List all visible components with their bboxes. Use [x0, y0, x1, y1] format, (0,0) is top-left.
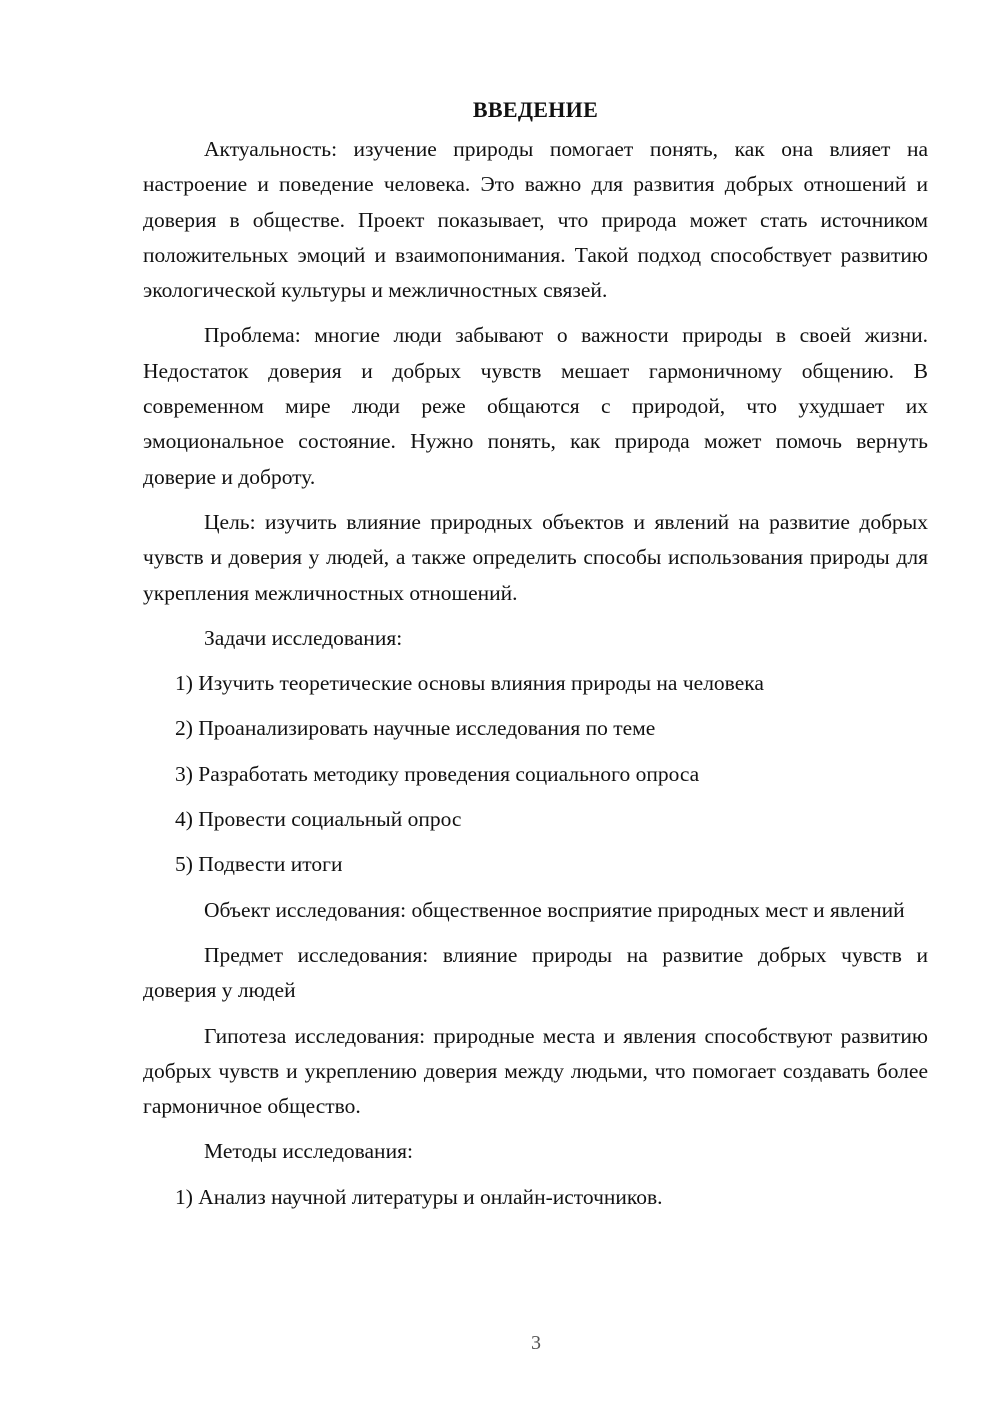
methods-list — [143, 1180, 928, 1215]
tasks-label: Задачи исследования: — [204, 625, 403, 650]
goal-paragraph: Цель: изучить влияние природных объектов и явлений на развитие добрых чувств и доверия у людей, а также определить способы использования природы для укрепления межличностных отношений. — [143, 509, 928, 605]
task-item: 5) Подвести итоги — [175, 852, 343, 877]
task-item: 2) Проанализировать научные исследования по теме — [175, 716, 656, 741]
method-item: 1) Анализ научной литературы и онлайн-источников. — [175, 1184, 663, 1209]
hypothesis-paragraph: Гипотеза исследования: природные места и явления способствуют развитию добрых чувств и укреплению доверия между людьми, что помогает создавать более гармоничное общество. — [143, 1023, 928, 1119]
page-number: 3 — [531, 1332, 541, 1354]
object-paragraph: Объект исследования: общественное восприятие природных мест и явлений — [204, 897, 905, 922]
task-item: 1) Изучить теоретические основы влияния природы на человека — [175, 671, 764, 696]
subject-paragraph: Предмет исследования: влияние природы на развитие добрых чувств и доверия у людей — [143, 942, 928, 1003]
problem-paragraph: Проблема: многие люди забывают о важности природы в своей жизни. Недостаток доверия и добрых чувств мешает гармоничному общению. В современном мире люди реже общаются с природой, что ухудшает их эмоциональное состояние. Нужно понять, как природа может помочь вернуть доверие и доброту. — [143, 323, 928, 489]
document-page — [143, 92, 928, 1225]
section-heading: ВВЕДЕНИЕ — [472, 97, 599, 122]
task-item: 3) Разработать методику проведения социального опроса — [175, 761, 700, 786]
task-item: 4) Провести социальный опрос — [175, 807, 462, 832]
methods-label: Методы исследования: — [204, 1139, 413, 1164]
tasks-list — [143, 666, 928, 882]
relevance-paragraph: Актуальность: изучение природы помогает понять, как она влияет на настроение и поведение человека. Это важно для развития добрых отношений и доверия в обществе. Проект показывает, что природа может стать источником положительных эмоций и взаимопонимания. Такой подход способствует развитию экологической культуры и межличностных связей. — [143, 137, 928, 303]
